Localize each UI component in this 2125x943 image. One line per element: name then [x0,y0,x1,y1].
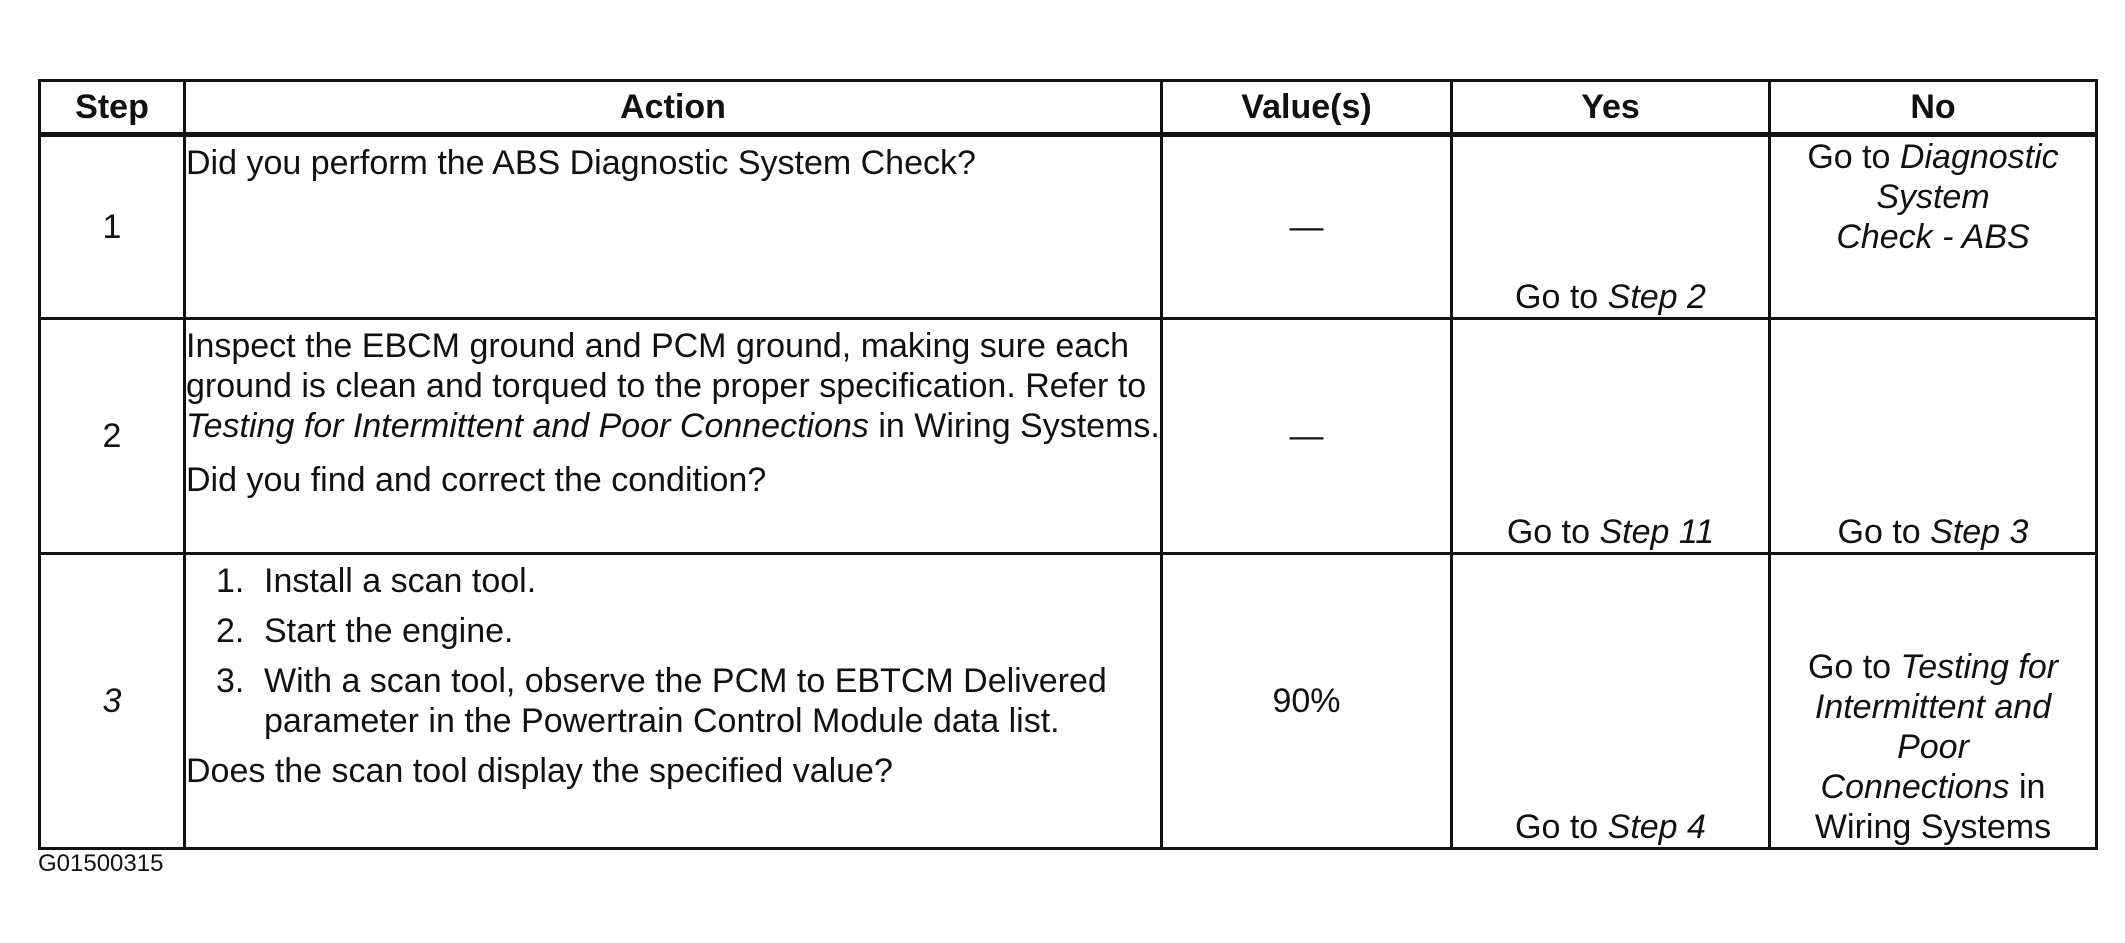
table-row [40,135,2097,319]
yes-step-link: Step 2 [1607,278,1706,316]
action-cell [185,135,1162,319]
yes-step-link: Step 11 [1599,513,1715,551]
step-number: 2 [40,319,185,554]
value-cell: 90% [1162,554,1452,849]
step-number: 1 [40,135,185,319]
header-action: Action [185,81,1162,135]
action-step-text: Install a scan tool. [264,562,537,600]
figure-id: G01500315 [38,850,164,877]
value-cell: — [1162,135,1452,319]
table-row [40,554,2097,849]
action-text: in Wiring Systems. [868,407,1160,445]
header-values: Value(s) [1162,81,1452,135]
no-cell [1770,319,2097,554]
action-reference: Testing for Intermittent and Poor Connections [186,407,869,445]
action-step-item [216,611,1160,651]
yes-prefix: Go to [1506,513,1600,551]
action-step-item [216,661,1160,741]
no-cell [1770,554,2097,849]
action-step-number: 1. [216,562,245,600]
action-question: Did you find and correct the condition? [186,461,767,499]
header-yes: Yes [1452,81,1770,135]
no-line: Poor [1897,728,1969,766]
step-number: 3 [40,554,185,849]
no-step-link: Step 3 [1930,513,2029,551]
diagnostic-table [38,79,2098,850]
yes-step-link: Step 4 [1607,808,1706,846]
action-cell [185,319,1162,554]
header-no: No [1770,81,2097,135]
no-line: Intermittent and [1814,688,2052,726]
no-line: Go to Testing for [1807,648,2059,686]
no-line: Wiring Systems [1814,808,2052,846]
yes-prefix: Go to [1515,278,1608,316]
action-text: Inspect the EBCM ground and PCM ground, making sure each ground is clean and torqued to the proper specification. Refer to [186,327,1147,405]
no-line: Check - ABS [1836,218,2030,256]
table-row [40,319,2097,554]
action-question: Did you perform the ABS Diagnostic System Check? [186,144,976,182]
yes-cell [1452,319,1770,554]
no-prefix: Go to [1837,513,1931,551]
yes-prefix: Go to [1515,808,1608,846]
action-step-text: With a scan tool, observe the PCM to EBTCM Delivered parameter in the Powertrain Control Module data list. [264,662,1107,740]
no-line: System [1876,178,1990,216]
action-step-item [216,561,1160,601]
action-step-number: 3. [216,662,245,700]
no-line: Connections in [1820,768,2046,806]
action-instruction [186,326,1160,446]
value-cell: — [1162,319,1452,554]
action-cell [185,554,1162,849]
yes-cell [1452,554,1770,849]
action-step-number: 2. [216,612,245,650]
table-header-row [40,81,2097,135]
action-question: Does the scan tool display the specified value? [186,752,893,790]
yes-cell [1452,135,1770,319]
header-step: Step [40,81,185,135]
no-line: Go to Diagnostic [1807,138,2059,176]
action-step-list [186,561,1160,741]
no-cell [1770,135,2097,319]
action-step-text: Start the engine. [264,612,514,650]
